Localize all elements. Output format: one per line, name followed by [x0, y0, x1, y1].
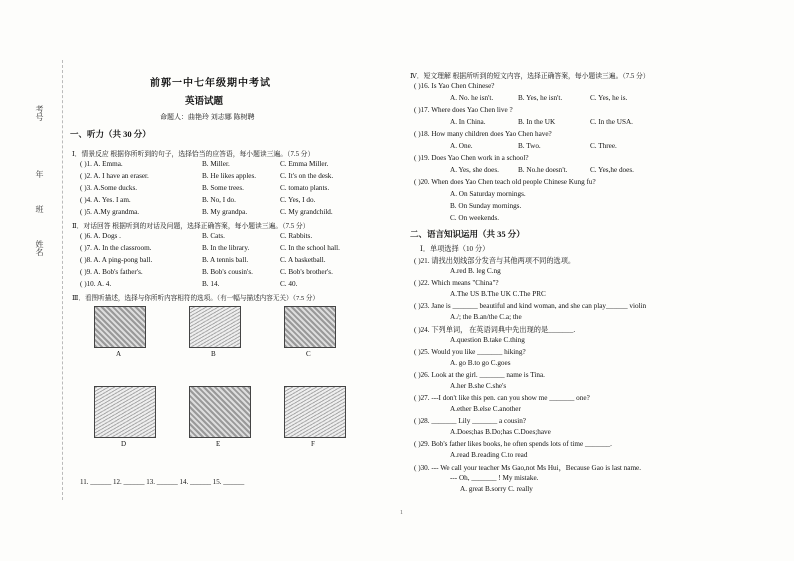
question-stem: ( )10. A. 4. — [80, 280, 112, 288]
option-a: A. One. — [450, 142, 473, 150]
question-stem: ( )3. A.Some ducks. — [80, 184, 138, 192]
question-item — [80, 184, 137, 192]
question-stem: ( )24. 下列单词， 在英语词典中先出现的是_______. — [414, 326, 576, 334]
question-item — [80, 160, 123, 168]
question-options: A.Does;has B.Do;has C.Does;have — [450, 428, 551, 436]
subsection-heading: Ⅱ．对话回答 根据听到的对话及问题，选择正确答案，每小题读三遍。（7.5 分） — [72, 223, 310, 230]
question-stem: ( )9. A. Bob's father's. — [80, 268, 143, 276]
subsection-heading: Ⅰ．单项选择（10 分） — [420, 245, 490, 253]
option-a: A. In China. — [450, 118, 486, 126]
question-item — [80, 196, 131, 204]
question-stem: ( )22. Which means "China"? — [414, 279, 499, 287]
picture-label: D — [121, 440, 127, 448]
authors: 命题人：曲艳玲 刘志娜 陈树聘 — [160, 113, 255, 121]
option-a: A. Yes, she does. — [450, 166, 499, 174]
picture-f — [284, 386, 346, 438]
fold-line — [62, 60, 63, 500]
subsection-heading: Ⅲ．看图听描述，选择与你所听内容相符的选项。（有一幅与描述内容无关）（7.5 分） — [72, 295, 320, 302]
picture-a — [94, 306, 146, 348]
option-b: B. Bob's cousin's. — [202, 268, 253, 276]
question-stem: ( )28. _______ Lily _______ a cousin? — [414, 417, 526, 425]
option-b: B. Two. — [518, 142, 541, 150]
option-c: C. In the USA. — [590, 118, 633, 126]
question-stem: ( )25. Would you like _______ hiking? — [414, 348, 526, 356]
option-b: B. Cats. — [202, 232, 225, 240]
picture-e — [189, 386, 251, 438]
section-heading: 一、听力（共 30 分） — [70, 129, 151, 139]
option-c: C. Yes, I do. — [280, 196, 316, 204]
subsection-heading: Ⅳ．短文理解 根据所听到的短文内容，选择正确答案，每小题读三遍。（7.5 分） — [410, 73, 650, 80]
option-b: B. Yes, he isn't. — [518, 94, 563, 102]
option-c: C. Three. — [590, 142, 617, 150]
option-c: C. My grandchild. — [280, 208, 333, 216]
question-stem: ( )30. --- We call your teacher Ms Gao,not Ms Hui，Because Gao is last name. — [414, 464, 642, 472]
option-c: C. A basketball. — [280, 256, 326, 264]
question-options: A.red B. leg C.ng — [450, 267, 501, 275]
picture-c — [284, 306, 336, 348]
question-options: A.The US B.The UK C.The PRC — [450, 290, 546, 298]
option-b: B. A tennis ball. — [202, 256, 249, 264]
question-item — [80, 208, 139, 216]
question-stem: ( )29. Bob's father likes books, he often spends lots of time _______. — [414, 440, 612, 448]
binding-label: 姓名 — [35, 240, 44, 256]
option-c: C. Emma Miller. — [280, 160, 329, 168]
question-options: A.ether B.else C.another — [450, 405, 521, 413]
question-stem: ( )16. Is Yao Chen Chinese? — [414, 82, 495, 90]
binding-label: 考号 — [35, 105, 44, 121]
question-stem-continued: --- Oh, _______ ! My mistake. — [450, 474, 539, 482]
option-c: C. Bob's brother's. — [280, 268, 333, 276]
picture-label: F — [311, 440, 315, 448]
binding-label: 年 — [35, 170, 44, 178]
option-b: B. No, I do. — [202, 196, 236, 204]
option-b: B. On Sunday mornings. — [450, 202, 522, 210]
picture-label: A — [116, 350, 122, 358]
picture-b — [189, 306, 241, 348]
question-stem: ( )27. ---I don't like this pen. can you show me _______ one? — [414, 394, 590, 402]
binding-strip — [0, 60, 60, 500]
picture-label: B — [211, 350, 216, 358]
question-options: A.question B.take C.thing — [450, 336, 525, 344]
option-c: C. Yes, he is. — [590, 94, 628, 102]
question-stem: ( )2. A. I have an eraser. — [80, 172, 149, 180]
option-c: C. On weekends. — [450, 214, 500, 222]
question-options: A. go B.to go C.goes — [450, 359, 511, 367]
question-stem: ( )7. A. In the classroom. — [80, 244, 152, 252]
question-options: A.her B.she C.she's — [450, 382, 507, 390]
option-c: C. In the school hall. — [280, 244, 340, 252]
picture-label: C — [306, 350, 311, 358]
picture-d — [94, 386, 156, 438]
option-a: A. On Saturday mornings. — [450, 190, 526, 198]
option-b: B. Miller. — [202, 160, 230, 168]
question-stem: ( )26. Look at the girl. _______ name is Tina. — [414, 371, 545, 379]
question-stem: ( )23. Jane is _______ beautiful and kind woman, and she can play______ violin — [414, 302, 647, 310]
option-b: B. 14. — [202, 280, 220, 288]
subsection-heading: Ⅰ．情景反应 根据你所听到的句子，选择恰当的应答语，每小题读三遍。（7.5 分） — [72, 151, 315, 158]
picture-grid — [94, 306, 334, 476]
option-b: B. Some trees. — [202, 184, 244, 192]
page-mark: 1 — [400, 510, 403, 516]
option-b: B. No.he doesn't. — [518, 166, 568, 174]
question-stem: ( )6. A. Dogs . — [80, 232, 121, 240]
picture-label: E — [216, 440, 221, 448]
option-b: B. He likes apples. — [202, 172, 257, 180]
question-stem: ( )19. Does Yao Chen work in a school? — [414, 154, 529, 162]
question-stem: ( )5. A.My grandma. — [80, 208, 140, 216]
question-stem: ( )1. A. Emma. — [80, 160, 123, 168]
question-item — [80, 172, 149, 180]
binding-label: 班 — [35, 205, 44, 213]
question-options: A./; the B.an/the C.a; the — [450, 313, 522, 321]
page-subtitle: 英语试题 — [185, 97, 224, 107]
option-a: A. No. he isn't. — [450, 94, 494, 102]
answer-blanks: 11. ______ 12. ______ 13. ______ 14. ______ 15. ______ — [80, 478, 245, 486]
option-c: C. tomato plants. — [280, 184, 330, 192]
option-b: B. My grandpa. — [202, 208, 248, 216]
question-options: A. great B.sorry C. really — [460, 485, 533, 493]
question-stem: ( )21. 请找出划线部分发音与其他两项不同的选项。 — [414, 257, 576, 265]
option-b: B. In the UK — [518, 118, 556, 126]
question-stem: ( )8. A. A ping-pong ball. — [80, 256, 153, 264]
right-column — [410, 66, 780, 506]
option-b: B. In the library. — [202, 244, 250, 252]
question-stem: ( )20. When does Yao Chen teach old people Chinese Kung fu? — [414, 178, 596, 186]
section-heading: 二、语言知识运用（共 35 分） — [410, 229, 525, 239]
option-c: C. It's on the desk. — [280, 172, 334, 180]
question-stem: ( )18. How many children does Yao Chen have? — [414, 130, 552, 138]
option-c: C. Yes,he does. — [590, 166, 634, 174]
page-title: 前郭一中七年级期中考试 — [150, 78, 271, 89]
question-options: A.read B.reading C.to read — [450, 451, 528, 459]
left-column — [70, 66, 400, 506]
question-stem: ( )4. A. Yes. I am. — [80, 196, 131, 204]
option-c: C. Rabbits. — [280, 232, 313, 240]
option-c: C. 40. — [280, 280, 298, 288]
question-stem: ( )17. Where does Yao Chen live ? — [414, 106, 513, 114]
